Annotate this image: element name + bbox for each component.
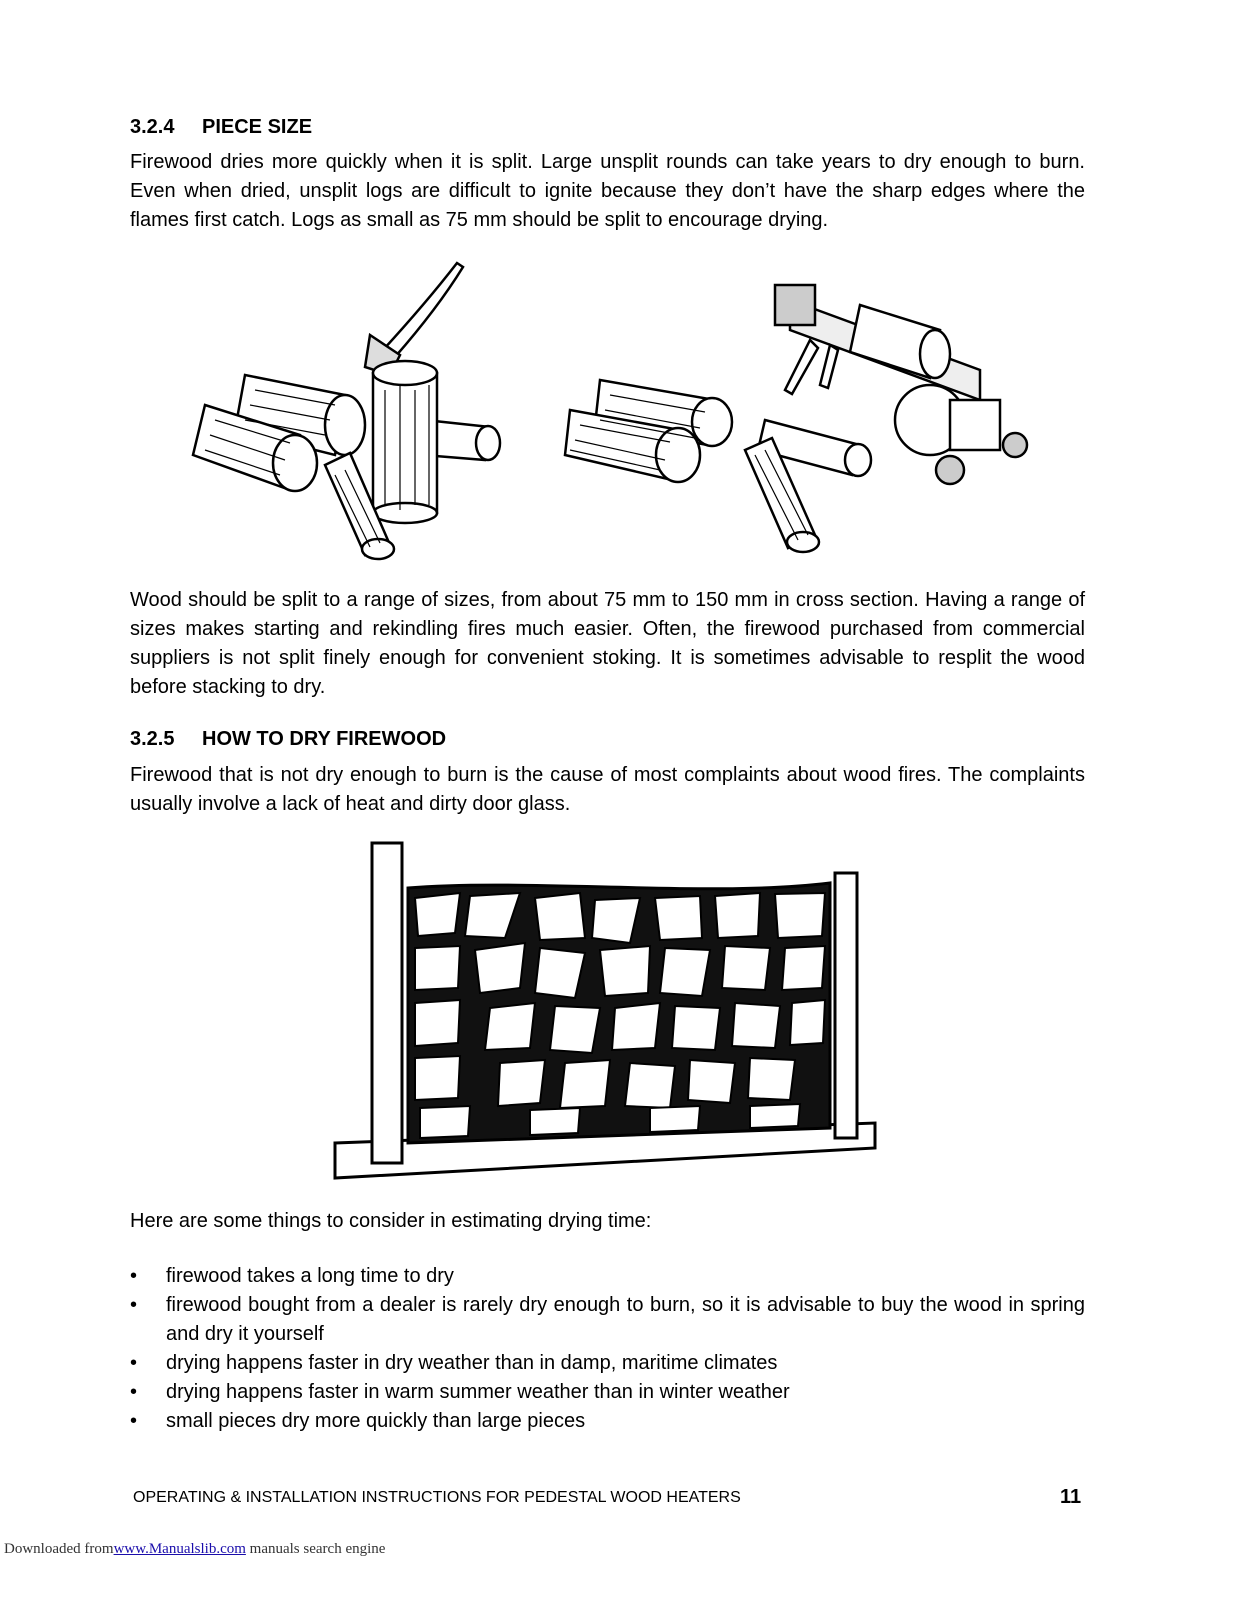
page-number: 11 [1060,1486,1082,1508]
watermark-prefix: Downloaded from [4,1541,114,1557]
watermark-suffix: manuals search engine [245,1541,386,1557]
list-item-text: drying happens faster in dry weather than in damp, maritime climates [166,1352,778,1374]
section-number: 3.2.4 [130,116,175,138]
list-item-text: small pieces dry more quickly than large pieces [166,1410,586,1432]
axe-splitting-logs-illustration [185,255,505,565]
download-watermark [4,1541,385,1558]
bullet-symbol: • [130,1294,138,1316]
firewood-stack-illustration [330,838,880,1183]
bullet-symbol: • [130,1352,138,1374]
section-title: PIECE SIZE [202,116,313,138]
list-item-text: firewood bought from a dealer is rarely dry enough to burn, so it is advisable to buy the wood in spring and dry it yourself [166,1294,1085,1345]
list-item [130,1349,1085,1378]
footer-title: OPERATING & INSTALLATION INSTRUCTIONS FOR PEDESTAL WOOD HEATERS [133,1489,741,1506]
section-heading-drying [130,728,446,751]
list-item [130,1407,1085,1436]
bullet-symbol: • [130,1381,138,1403]
list-item-text: firewood takes a long time to dry [166,1265,454,1287]
list-item-text: drying happens faster in warm summer weather than in winter weather [166,1381,790,1403]
piece-size-paragraph-2: Wood should be split to a range of sizes, from about 75 mm to 150 mm in cross section. Having a range of sizes makes starting and rekindling fires much easier. Often, the firewood purchased from commercial suppliers is not split finely enough for convenient stoking. It is sometimes advisable to resplit the wood before stacking to dry. [130,589,1085,698]
section-title: HOW TO DRY FIREWOOD [202,728,447,750]
log-splitter-illustration [560,270,1030,570]
drying-factors-list [130,1262,1085,1436]
section-number: 3.2.5 [130,728,175,750]
drying-paragraph-1: Firewood that is not dry enough to burn is the cause of most complaints about wood fires. The complaints usually involve a lack of heat and dirty door glass. [130,764,1085,815]
list-item [130,1262,1085,1291]
bullet-symbol: • [130,1265,138,1287]
list-item [130,1291,1085,1349]
section-heading-piece-size [130,116,312,139]
manualslib-link[interactable]: www.Manualslib.com [113,1541,246,1557]
bullet-symbol: • [130,1410,138,1432]
piece-size-paragraph-1: Firewood dries more quickly when it is split. Large unsplit rounds can take years to dry enough to burn. Even when dried, unsplit logs are difficult to ignite because they don’t have the sharp edges where the flames first catch. Logs as small as 75 mm should be split to encourage drying. [130,151,1085,231]
drying-intro: Here are some things to consider in estimating drying time: [130,1210,652,1232]
list-item [130,1378,1085,1407]
